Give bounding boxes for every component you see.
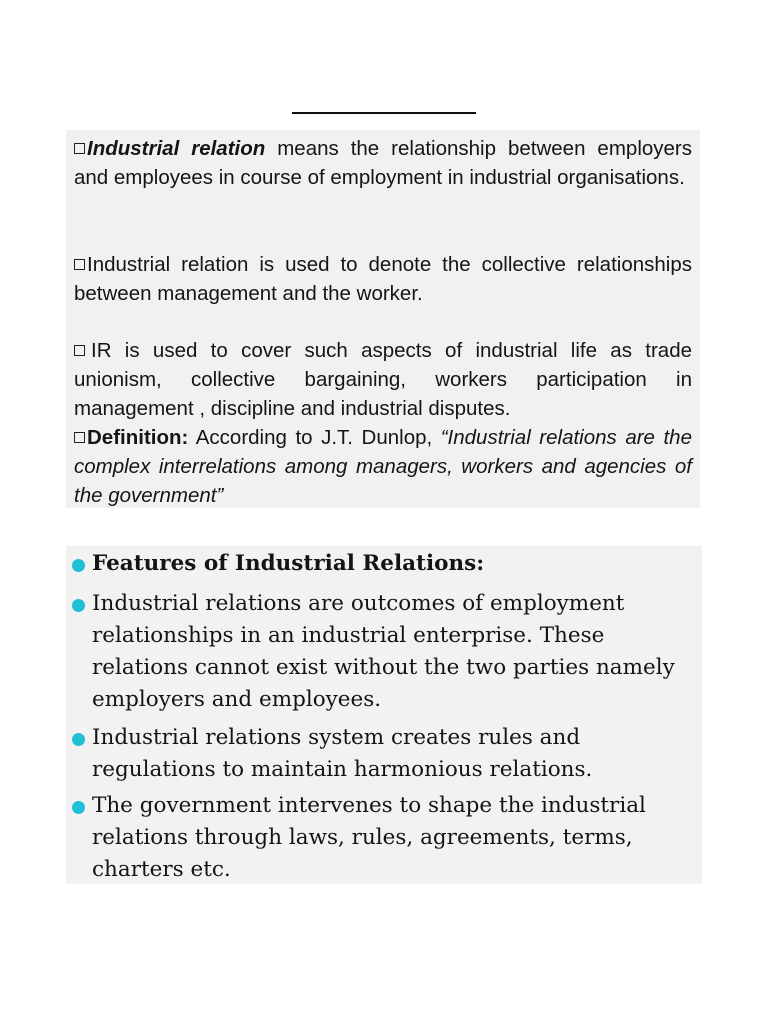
- definitions-panel: [66, 130, 700, 508]
- definition-item-2: [74, 250, 692, 308]
- feature-bullet-text: The government intervenes to shape the industrial relations through laws, rules, agreements, terms, charters etc.: [92, 793, 646, 882]
- bullet-dot-icon: [72, 801, 85, 814]
- definition-item-1: [74, 134, 692, 192]
- feature-bullet-text: Industrial relations system creates rules and regulations to maintain harmonious relations.: [92, 725, 593, 782]
- definition-lead: According to J.T. Dunlop,: [188, 426, 441, 449]
- checkbox-bullet-icon: [74, 345, 85, 356]
- definition-label: Definition:: [87, 426, 189, 449]
- definition-item-3: [74, 336, 692, 423]
- feature-bullet-2: [72, 722, 698, 786]
- definition-item-1-text: means the relationship between employers and employees in course of employment in industrial organisations.: [74, 137, 692, 189]
- definition-item-3-text: IR is used to cover such aspects of industrial life as trade unionism, collective bargaining, workers participation in management , discipline and industrial disputes.: [74, 339, 692, 420]
- dunlop-quote: “Industrial relations are the complex interrelations among managers, workers and agencies of the government”: [74, 426, 692, 507]
- feature-bullet-3: [72, 790, 698, 886]
- definition-item-2-text: Industrial relation is used to denote the collective relationships between management and the worker.: [74, 253, 692, 305]
- feature-bullet-text: Industrial relations are outcomes of employment relationships in an industrial enterprise. These relations cannot exist without the two parties namely employers and employees.: [92, 591, 675, 712]
- term-industrial-relation: Industrial relation: [87, 137, 266, 160]
- top-rule-divider: [292, 112, 476, 114]
- checkbox-bullet-icon: [74, 432, 85, 443]
- bullet-dot-icon: [72, 733, 85, 746]
- checkbox-bullet-icon: [74, 259, 85, 270]
- bullet-dot-icon: [72, 599, 85, 612]
- features-panel: [66, 546, 702, 884]
- checkbox-bullet-icon: [74, 143, 85, 154]
- definition-item-4: [74, 423, 692, 510]
- features-heading-row: [72, 548, 698, 580]
- bullet-dot-icon: [72, 559, 85, 572]
- features-heading: Features of Industrial Relations:: [92, 551, 485, 576]
- feature-bullet-1: [72, 588, 698, 716]
